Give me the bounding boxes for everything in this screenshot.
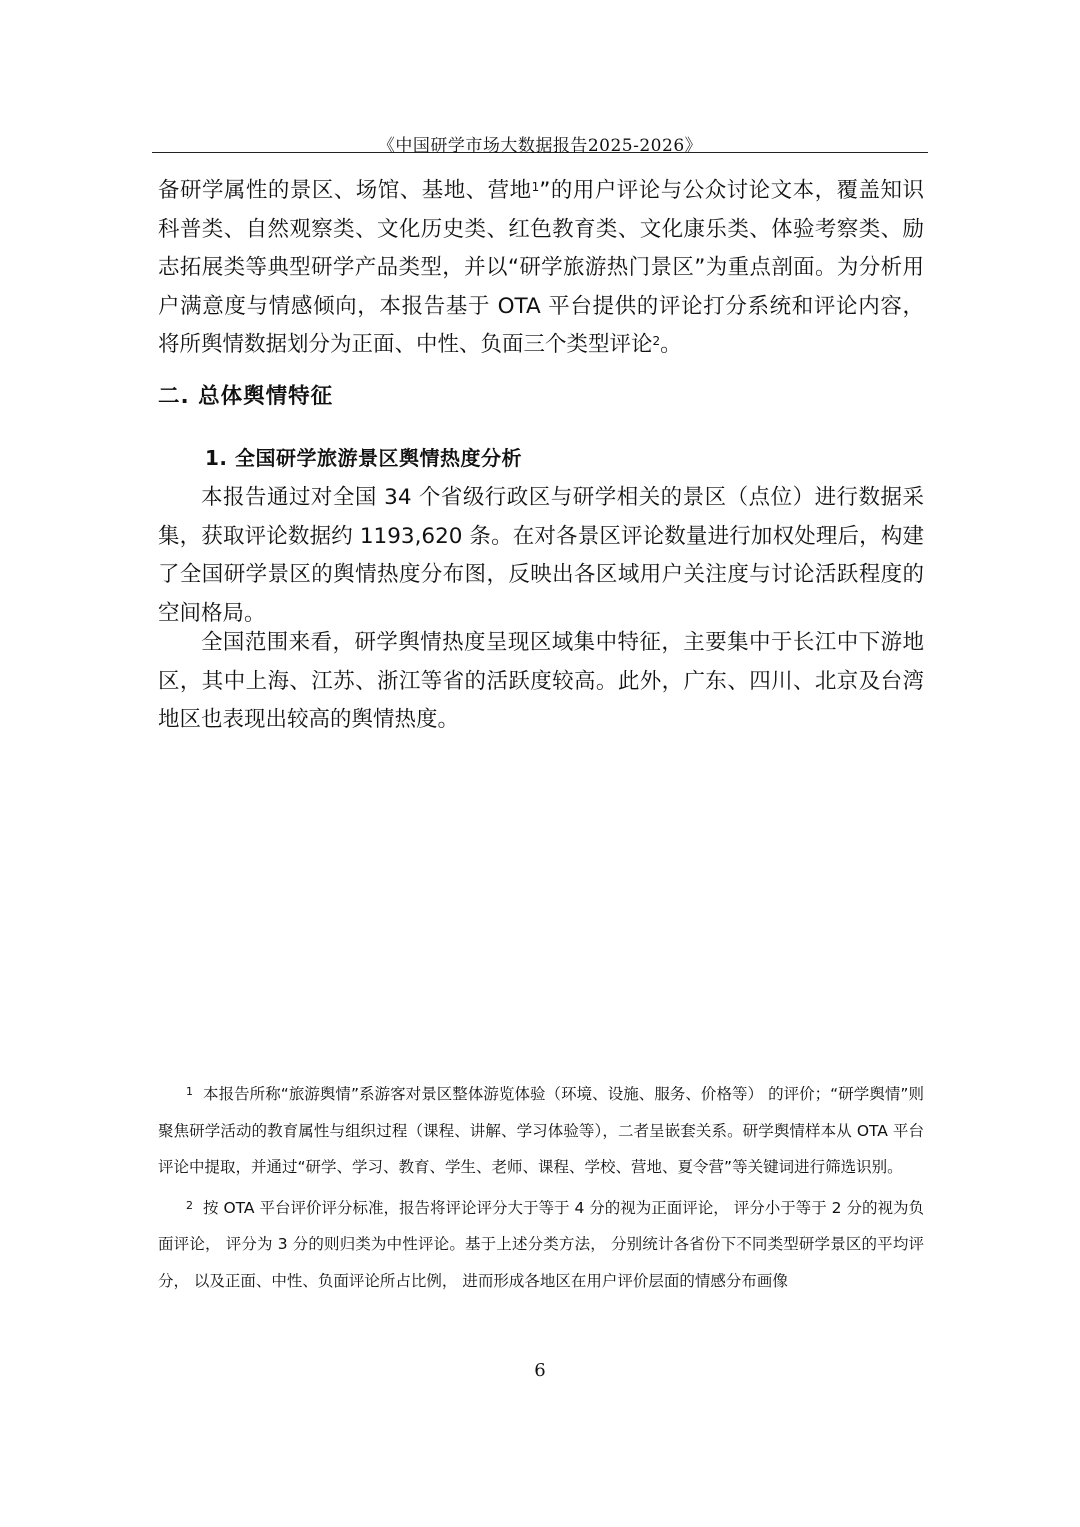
body-paragraph-1 xyxy=(158,479,924,633)
footnote-mark: 2 xyxy=(186,1198,193,1212)
header-rule xyxy=(152,152,928,153)
footnote-ref-2[interactable]: 2 xyxy=(652,334,661,348)
footnote-text: 按 OTA 平台评价评分标准，报告将评论评分大于等于 4 分的视为正面评论， 评分小于等于 2 分的视为负面评论， 评分为 3 分的则归类为中性评论。基于上述分类方法， 分别统计各省份下不同类型研学景区的平均评分， 以及正面、中性、负面评论所占比例， 进而形成各地区在用户评价层面的情感分布画像 xyxy=(158,1198,924,1290)
intro-text-b: ”的用户评论与公众讨论文本，覆盖知识科普类、自然观察类、文化历史类、红色教育类、文化康乐类、体验考察类、励志拓展类等典型研学产品类型，并以“研学旅游热门景区”为重点剖面。为分析用户满意度与情感倾向，本报告基于 OTA 平台提供的评论打分系统和评论内容，将所舆情数据划分为正面、中性、负面三个类型评论 xyxy=(158,178,924,357)
paragraph-text: 全国范围来看，研学舆情热度呈现区域集中特征，主要集中于长江中下游地区，其中上海、江苏、浙江等省的活跃度较高。此外，广东、四川、北京及台湾地区也表现出较高的舆情热度。 xyxy=(158,630,924,732)
footnote-1 xyxy=(158,1076,924,1186)
footnote-text: 本报告所称“旅游舆情”系游客对景区整体游览体验（环境、设施、服务、价格等） 的评价；“研学舆情”则聚焦研学活动的教育属性与组织过程（课程、讲解、学习体验等），二者呈嵌套关系。研学舆情样本从 OTA 平台评论中提取，并通过“研学、学习、教育、学生、老师、课程、学校、营地、夏令营”等关键词进行筛选识别。 xyxy=(158,1085,924,1176)
footnote-ref-1[interactable]: 1 xyxy=(531,180,540,194)
subsection-heading: 1. 全国研学旅游景区舆情热度分析 xyxy=(205,446,522,470)
footnote-mark: 1 xyxy=(186,1085,193,1098)
intro-paragraph xyxy=(158,172,924,365)
body-paragraph-2 xyxy=(158,624,924,740)
paragraph-text: 本报告通过对全国 34 个省级行政区与研学相关的景区（点位）进行数据采集，获取评论数据约 1193,620 条。在对各景区评论数量进行加权处理后，构建了全国研学景区的舆情热度分布图，反映出各区域用户关注度与讨论活跃程度的空间格局。 xyxy=(158,485,924,626)
intro-text-a: 备研学属性的景区、场馆、基地、营地 xyxy=(158,178,532,203)
section-heading: 二. 总体舆情特征 xyxy=(158,384,334,409)
footnotes xyxy=(158,1076,924,1303)
running-header: 《中国研学市场大数据报告2025-2026》 xyxy=(377,136,703,156)
footnote-2 xyxy=(158,1190,924,1300)
intro-text-c: 。 xyxy=(660,332,682,357)
page-number: 6 xyxy=(534,1360,546,1381)
